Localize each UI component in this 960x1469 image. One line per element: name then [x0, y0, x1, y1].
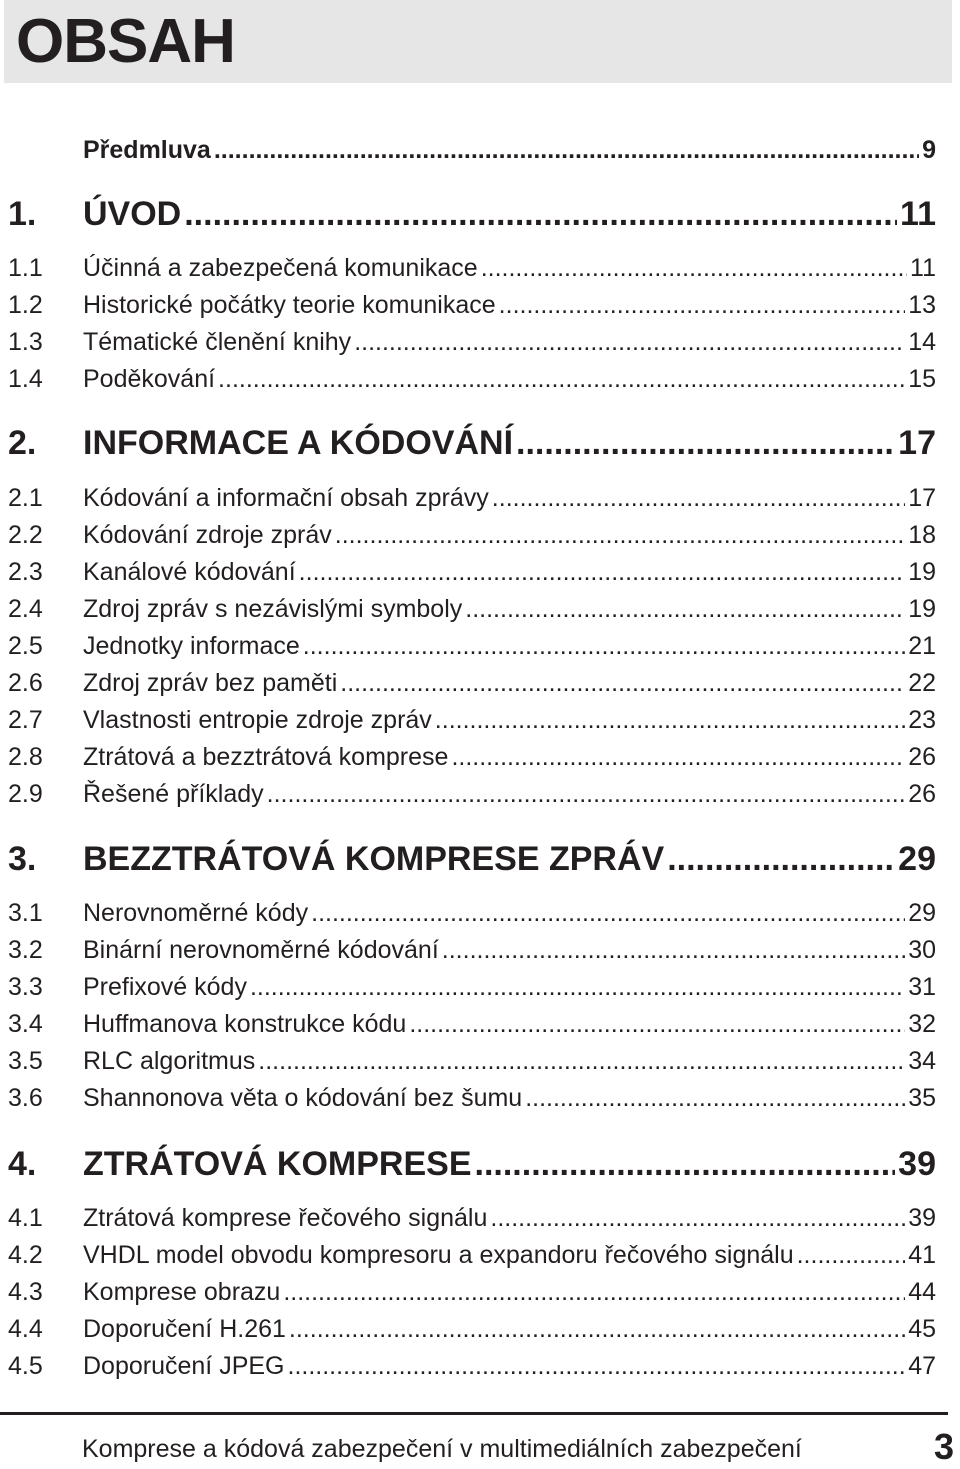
section-title: Doporučení JPEG	[83, 1352, 285, 1380]
section-number: 2.3	[8, 558, 43, 586]
dot-leader	[283, 1277, 905, 1307]
section-number: 1.1	[8, 254, 43, 282]
section-title: Shannonova věta o kódování bez šumu	[83, 1084, 523, 1112]
section-number: 3.2	[8, 936, 43, 964]
section-number: 2.9	[8, 780, 43, 808]
dot-leader	[499, 290, 906, 320]
toc-chapter-3[interactable]	[0, 839, 960, 879]
toc-section[interactable]	[0, 631, 960, 661]
chapter-page: 29	[898, 840, 936, 878]
section-page: 15	[908, 365, 936, 393]
footer-divider	[0, 1412, 948, 1415]
dot-leader	[184, 194, 897, 234]
section-page: 19	[908, 558, 936, 586]
section-title: Prefixové kódy	[83, 973, 247, 1001]
chapter-title: ZTRÁTOVÁ KOMPRESE	[83, 1145, 472, 1183]
toc-section[interactable]	[0, 520, 960, 550]
section-number: 2.6	[8, 669, 43, 697]
section-number: 2.2	[8, 521, 43, 549]
toc-entry-page: 9	[922, 136, 936, 164]
section-page: 29	[908, 899, 936, 927]
section-page: 30	[908, 936, 936, 964]
dot-leader	[492, 483, 905, 513]
toc-section[interactable]	[0, 1277, 960, 1307]
toc-section[interactable]	[0, 290, 960, 320]
section-title: Zdroj zpráv s nezávislými symboly	[83, 595, 463, 623]
toc-entry-preface[interactable]	[0, 135, 960, 165]
dot-leader	[409, 1009, 905, 1039]
toc-section[interactable]	[0, 1203, 960, 1233]
section-title: Jednotky informace	[83, 632, 300, 660]
section-number: 1.4	[8, 365, 43, 393]
section-number: 3.3	[8, 973, 43, 1001]
section-title: Ztrátová komprese řečového signálu	[83, 1204, 488, 1232]
toc-section[interactable]	[0, 1351, 960, 1381]
chapter-page: 39	[898, 1145, 936, 1183]
dot-leader	[214, 135, 919, 165]
section-title: Vlastnosti entropie zdroje zpráv	[83, 706, 432, 734]
chapter-number: 2.	[8, 424, 37, 462]
section-number: 4.3	[8, 1278, 43, 1306]
toc-section[interactable]	[0, 327, 960, 357]
toc-section[interactable]	[0, 705, 960, 735]
dot-leader	[465, 594, 905, 624]
toc-section[interactable]	[0, 253, 960, 283]
section-page: 45	[908, 1315, 936, 1343]
chapter-title: BEZZTRÁTOVÁ KOMPRESE ZPRÁV	[83, 840, 665, 878]
dot-leader	[442, 935, 905, 965]
section-number: 3.6	[8, 1084, 43, 1112]
dot-leader	[303, 631, 905, 661]
toc-section[interactable]	[0, 483, 960, 513]
toc-chapter-4[interactable]	[0, 1144, 960, 1184]
section-page: 23	[908, 706, 936, 734]
dot-leader	[288, 1351, 906, 1381]
section-number: 2.1	[8, 484, 43, 512]
section-page: 19	[908, 595, 936, 623]
section-page: 21	[908, 632, 936, 660]
dot-leader	[289, 1314, 905, 1344]
section-number: 4.5	[8, 1352, 43, 1380]
page-title: OBSAH	[16, 7, 235, 76]
dot-leader	[218, 364, 905, 394]
dot-leader	[335, 520, 905, 550]
chapter-title: INFORMACE A KÓDOVÁNÍ	[83, 424, 514, 462]
section-number: 2.5	[8, 632, 43, 660]
section-page: 11	[910, 254, 936, 282]
dot-leader	[451, 742, 905, 772]
section-page: 22	[908, 669, 936, 697]
chapter-number: 4.	[8, 1145, 37, 1183]
toc-section[interactable]	[0, 557, 960, 587]
section-title: Nerovnoměrné kódy	[83, 899, 309, 927]
section-number: 2.7	[8, 706, 43, 734]
section-title: Komprese obrazu	[83, 1278, 281, 1306]
toc-section[interactable]	[0, 898, 960, 928]
toc-section[interactable]	[0, 972, 960, 1002]
toc-section[interactable]	[0, 594, 960, 624]
section-number: 1.2	[8, 291, 43, 319]
section-number: 4.1	[8, 1204, 43, 1232]
chapter-page: 17	[898, 424, 936, 462]
dot-leader	[516, 423, 895, 463]
section-page: 44	[908, 1278, 936, 1306]
section-title: RLC algoritmus	[83, 1047, 256, 1075]
toc-chapter-2[interactable]	[0, 423, 960, 463]
section-title: Doporučení H.261	[83, 1315, 286, 1343]
section-number: 4.4	[8, 1315, 43, 1343]
chapter-title: ÚVOD	[83, 195, 182, 233]
dot-leader	[250, 972, 905, 1002]
section-number: 1.3	[8, 328, 43, 356]
section-number: 4.2	[8, 1241, 43, 1269]
section-page: 34	[908, 1047, 936, 1075]
section-page: 35	[908, 1084, 936, 1112]
section-title: Řešené příklady	[83, 780, 264, 808]
section-page: 13	[908, 291, 936, 319]
dot-leader	[340, 668, 905, 698]
dot-leader	[490, 1203, 905, 1233]
section-page: 26	[908, 743, 936, 771]
section-title: Kódování a informační obsah zprávy	[83, 484, 489, 512]
section-title: Kanálové kódování	[83, 558, 296, 586]
section-title: Zdroj zpráv bez paměti	[83, 669, 338, 697]
section-page: 17	[908, 484, 936, 512]
toc-section[interactable]	[0, 742, 960, 772]
dot-leader	[475, 1144, 896, 1184]
section-page: 26	[908, 780, 936, 808]
dot-leader	[667, 839, 895, 879]
section-title: Kódování zdroje zpráv	[83, 521, 332, 549]
section-page: 18	[908, 521, 936, 549]
dot-leader	[481, 253, 907, 283]
toc-section[interactable]	[0, 1046, 960, 1076]
section-title: Historické počátky teorie komunikace	[83, 291, 496, 319]
section-title: Ztrátová a bezztrátová komprese	[83, 743, 449, 771]
section-page: 14	[908, 328, 936, 356]
footer-page-number: 3	[933, 1426, 954, 1467]
dot-leader	[267, 779, 906, 809]
toc-section[interactable]	[0, 935, 960, 965]
toc-section[interactable]	[0, 1240, 960, 1270]
chapter-page: 11	[900, 195, 936, 233]
dot-leader	[311, 898, 905, 928]
section-title: Huffmanova konstrukce kódu	[83, 1010, 407, 1038]
title-bar	[4, 0, 952, 83]
section-title: Poděkování	[83, 365, 216, 393]
dot-leader	[299, 557, 906, 587]
chapter-number: 1.	[8, 195, 37, 233]
dot-leader	[435, 705, 905, 735]
toc-section[interactable]	[0, 668, 960, 698]
section-number: 3.5	[8, 1047, 43, 1075]
section-page: 39	[908, 1204, 936, 1232]
chapter-number: 3.	[8, 840, 37, 878]
dot-leader	[354, 327, 905, 357]
toc-section[interactable]	[0, 779, 960, 809]
section-page: 41	[908, 1241, 936, 1269]
toc-chapter-1[interactable]	[0, 194, 960, 234]
toc-section[interactable]	[0, 1009, 960, 1039]
toc-section[interactable]	[0, 364, 960, 394]
section-title: Tématické členění knihy	[83, 328, 352, 356]
toc-section[interactable]	[0, 1314, 960, 1344]
footer-book-title: Komprese a kódová zabezpečení v multimediálních zabezpečení	[82, 1435, 802, 1463]
section-page: 47	[908, 1352, 936, 1380]
toc-entry-label: Předmluva	[83, 136, 211, 164]
dot-leader	[258, 1046, 905, 1076]
section-page: 32	[908, 1010, 936, 1038]
section-title: VHDL model obvodu kompresoru a expandoru řečového signálu	[83, 1241, 794, 1269]
section-number: 3.1	[8, 899, 43, 927]
section-page: 31	[908, 973, 936, 1001]
section-number: 2.8	[8, 743, 43, 771]
section-number: 2.4	[8, 595, 43, 623]
section-title: Účinná a zabezpečená komunikace	[83, 254, 478, 282]
section-title: Binární nerovnoměrné kódování	[83, 936, 439, 964]
dot-leader	[525, 1083, 905, 1113]
section-number: 3.4	[8, 1010, 43, 1038]
toc-section[interactable]	[0, 1083, 960, 1113]
dot-leader	[797, 1240, 906, 1270]
